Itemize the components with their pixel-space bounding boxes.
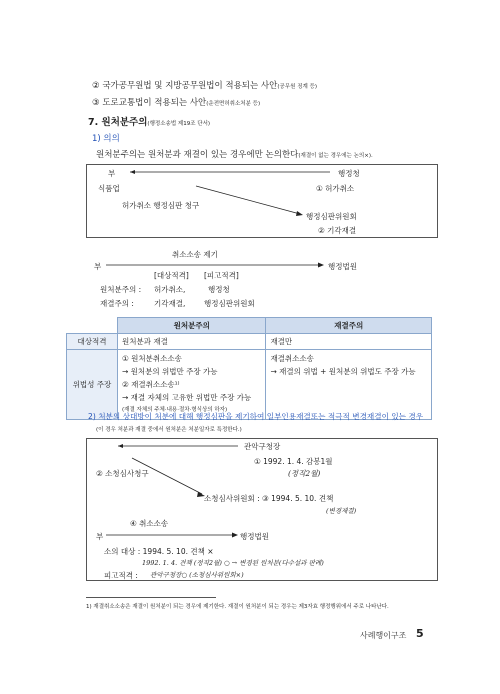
row-obj: 허가취소,	[154, 285, 186, 294]
row-label: 원처분주의 :	[100, 285, 142, 294]
label-bu: 부	[108, 169, 116, 178]
label-commission: 소청심사위원회 : ③ 1994. 5. 10. 견책	[204, 494, 334, 503]
row-label: 위법성 주장	[67, 350, 118, 420]
footnote-rule	[86, 597, 216, 598]
sub-heading: 2) 처분의 상대방이 처분에 대해 행정심판을 제기하여 일부인용재결또는 적극적 변경재결이 있는 경우	[88, 412, 424, 421]
note: (이 경우 처분과 재결 중에서 원처분은 처분일자로 특정한다.)	[96, 427, 242, 433]
col-obj: [대상적격]	[154, 271, 189, 280]
cell-line: ① 원처분취소소송	[122, 354, 182, 363]
definition-note: (재결이 없는 경우에는 논의×).	[298, 153, 373, 159]
row-label: 대상적격	[67, 334, 118, 350]
item-note: (공무원 징계 등)	[277, 84, 318, 90]
table-header: 재결주의	[266, 318, 432, 334]
label-change-hand: (변경재결)	[326, 507, 357, 515]
label-office: 관악구청장	[244, 442, 281, 451]
sub-heading: 1) 의의	[92, 134, 120, 144]
row-def: 행정청	[208, 285, 230, 294]
section-title-note: (행정소송법 제19조 단서)	[147, 121, 211, 127]
cell-line: ② 재결취소소송¹⁾	[122, 380, 180, 389]
label-commission: 행정심판위원회	[306, 212, 357, 221]
label-obj: 소의 대상 : 1994. 5. 10. 견책 ×	[104, 547, 214, 556]
label-agency: 행정청	[338, 169, 360, 178]
row-label: 재결주의 :	[100, 299, 134, 308]
cell-line: → 원처분의 위법만 주장 가능	[122, 367, 218, 376]
row-obj: 기각재결,	[154, 299, 186, 308]
label-appeal: 허가취소 행정심판 청구	[122, 201, 200, 210]
label-disp-hand: (정직2월)	[288, 469, 321, 478]
footnote: 1) 재결취소소송은 재결이 원처분이 되는 경우에 제기한다. 재결이 원처분이 되는 경우는 제3자효 행정행위에서 주로 나타난다.	[86, 604, 389, 610]
item-text: ③ 도로교통법이 적용되는 사안	[92, 98, 207, 108]
col-def: [피고적격]	[204, 271, 239, 280]
page-number: 5	[416, 627, 424, 640]
cell-line: (재결 자체의 주체·내용·절차·형식상의 하자)	[122, 407, 228, 413]
label-dismiss: ② 기각재결	[318, 226, 357, 235]
label-disp: ① 1992. 1. 4. 감봉1월	[254, 457, 333, 466]
label-bu: 부	[96, 532, 104, 541]
table-header: 원처분주의	[118, 318, 266, 334]
cell-line: → 재결의 위법 + 원처분의 위법도 주장 가능	[270, 367, 416, 376]
label-def-hand: 관악구청장○ (소청심사위원회×)	[150, 571, 244, 579]
label-bu: 부	[94, 262, 102, 271]
label-appeal: ② 소청심사청구	[96, 469, 149, 478]
footer-title: 사례행이구조	[360, 631, 407, 640]
label-restaurant: 식품업	[98, 184, 120, 193]
label-obj-hand: 1992. 1. 4. 견책 (정직2월) ○ → 변경된 원처분(다수설과 판례)	[142, 559, 324, 567]
definition-text: 원처분주의는 원처분과 재결이 있는 경우에만 논의한다	[96, 150, 299, 160]
table-cell: 원처분과 재결	[118, 334, 266, 350]
label-suit: 취소소송 제기	[172, 250, 218, 259]
table-cell: 재결만	[266, 334, 432, 350]
label-def: 피고적격 :	[104, 571, 138, 580]
label-suit: ④ 취소소송	[130, 519, 169, 528]
label-court: 행정법원	[328, 262, 357, 271]
label-court: 행정법원	[240, 532, 269, 541]
item-note: (운전면허취소처분 등)	[206, 101, 261, 107]
cell-line: → 재결 자체의 고유한 위법만 주장 가능	[122, 393, 252, 402]
row-def: 행정심판위원회	[204, 299, 255, 308]
cell-line: 재결취소소송	[270, 354, 314, 363]
item-text: ② 국가공무원법 및 지방공무원법이 적용되는 사안	[92, 81, 278, 91]
section-title: 7. 원처분주의	[88, 117, 148, 128]
label-cancel: ① 허가취소	[316, 184, 355, 193]
